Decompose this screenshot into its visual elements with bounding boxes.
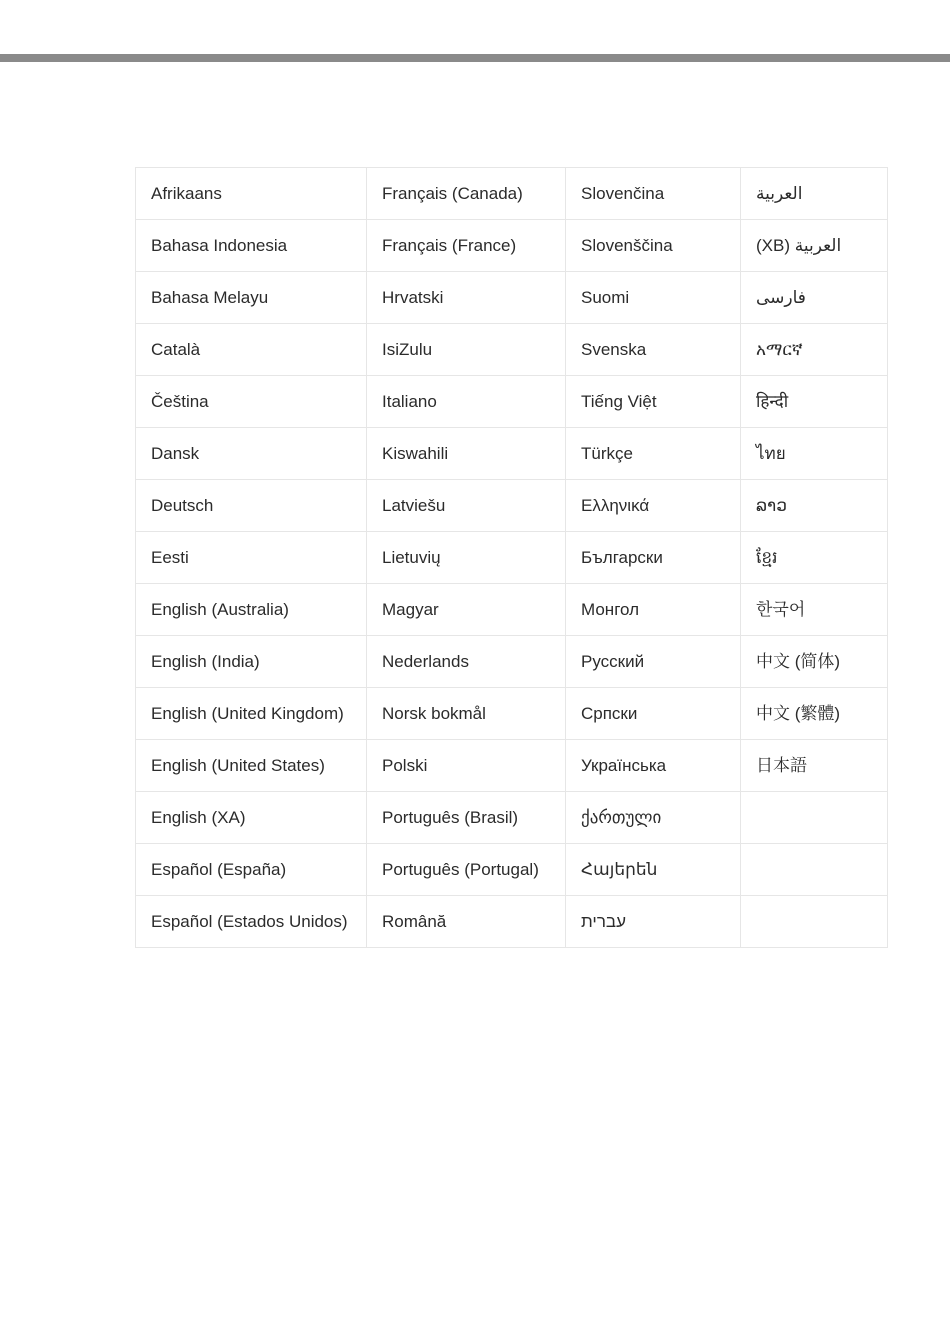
language-cell: Türkçe	[566, 428, 741, 480]
language-cell: ខ្មែរ	[741, 532, 888, 584]
language-cell: English (Australia)	[136, 584, 367, 636]
language-cell: العربية	[741, 168, 888, 220]
language-cell: Svenska	[566, 324, 741, 376]
language-cell: 한국어	[741, 584, 888, 636]
table-row	[136, 220, 888, 272]
language-cell: Español (España)	[136, 844, 367, 896]
table-row	[136, 376, 888, 428]
table-row	[136, 324, 888, 376]
table-row	[136, 688, 888, 740]
language-cell: हिन्दी	[741, 376, 888, 428]
language-cell-empty	[741, 792, 888, 844]
language-cell: IsiZulu	[367, 324, 566, 376]
table-row	[136, 896, 888, 948]
table-row	[136, 168, 888, 220]
language-cell: Slovenčina	[566, 168, 741, 220]
language-cell: Հայերեն	[566, 844, 741, 896]
header-rule	[0, 54, 950, 62]
language-cell: Lietuvių	[367, 532, 566, 584]
language-cell-empty	[741, 896, 888, 948]
language-cell: Tiếng Việt	[566, 376, 741, 428]
language-cell: Čeština	[136, 376, 367, 428]
language-cell: 中文 (繁體)	[741, 688, 888, 740]
language-cell: Български	[566, 532, 741, 584]
language-cell: Hrvatski	[367, 272, 566, 324]
language-cell: English (India)	[136, 636, 367, 688]
language-cell: አማርኛ	[741, 324, 888, 376]
language-cell: English (United Kingdom)	[136, 688, 367, 740]
language-cell: 中文 (简体)	[741, 636, 888, 688]
language-cell: English (XA)	[136, 792, 367, 844]
language-cell: Deutsch	[136, 480, 367, 532]
language-cell: Afrikaans	[136, 168, 367, 220]
language-cell: ไทย	[741, 428, 888, 480]
language-cell: (XB) العربية	[741, 220, 888, 272]
language-cell: Kiswahili	[367, 428, 566, 480]
language-cell: فارسی	[741, 272, 888, 324]
language-cell: Dansk	[136, 428, 367, 480]
language-cell: Română	[367, 896, 566, 948]
language-cell: Polski	[367, 740, 566, 792]
language-cell: Português (Portugal)	[367, 844, 566, 896]
language-cell: Eesti	[136, 532, 367, 584]
language-cell: Nederlands	[367, 636, 566, 688]
language-cell: Slovenščina	[566, 220, 741, 272]
language-cell: Bahasa Melayu	[136, 272, 367, 324]
table-row	[136, 480, 888, 532]
table-row	[136, 792, 888, 844]
language-cell: Bahasa Indonesia	[136, 220, 367, 272]
language-cell: עברית	[566, 896, 741, 948]
language-cell: Español (Estados Unidos)	[136, 896, 367, 948]
language-cell: Suomi	[566, 272, 741, 324]
table-row	[136, 584, 888, 636]
language-cell: Français (Canada)	[367, 168, 566, 220]
table-row	[136, 740, 888, 792]
language-cell: Монгол	[566, 584, 741, 636]
language-cell: Ελληνικά	[566, 480, 741, 532]
table-row	[136, 532, 888, 584]
language-cell: Norsk bokmål	[367, 688, 566, 740]
language-cell: Italiano	[367, 376, 566, 428]
language-cell: Українська	[566, 740, 741, 792]
language-cell: ქართული	[566, 792, 741, 844]
language-cell: Português (Brasil)	[367, 792, 566, 844]
language-cell: Français (France)	[367, 220, 566, 272]
language-cell: Српски	[566, 688, 741, 740]
language-table	[135, 167, 888, 948]
language-cell: Latviešu	[367, 480, 566, 532]
table-row	[136, 428, 888, 480]
language-cell: Català	[136, 324, 367, 376]
language-cell: Русский	[566, 636, 741, 688]
language-cell: Magyar	[367, 584, 566, 636]
language-cell: 日本語	[741, 740, 888, 792]
language-cell: English (United States)	[136, 740, 367, 792]
language-cell: ລາວ	[741, 480, 888, 532]
table-row	[136, 844, 888, 896]
table-row	[136, 272, 888, 324]
language-cell-empty	[741, 844, 888, 896]
table-row	[136, 636, 888, 688]
